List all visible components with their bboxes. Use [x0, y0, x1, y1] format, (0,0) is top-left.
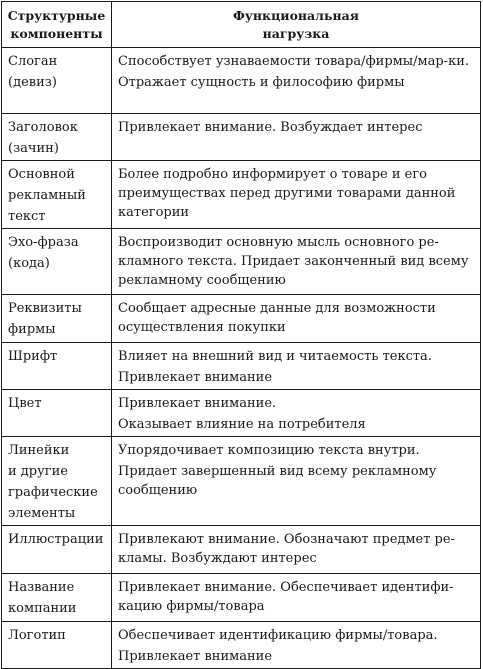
component-name: Эхо-фраза — [8, 235, 79, 250]
component-cell — [2, 343, 112, 390]
table-row — [2, 48, 481, 114]
table-row — [2, 390, 481, 437]
header-function-line: нагрузка — [262, 25, 330, 41]
component-name: Слоган — [8, 54, 58, 69]
component-name: компании — [8, 601, 77, 616]
function-text: Привлекает внимание. — [118, 396, 277, 411]
function-text: Придает завершенный вид всему рекламному сообщению — [118, 464, 437, 498]
function-text: Влияет на внешний вид и читаемость текста. — [118, 349, 432, 364]
component-cell — [2, 622, 112, 669]
header-components-line: компоненты — [10, 25, 103, 41]
component-name: (девиз) — [8, 75, 57, 90]
component-cell — [2, 526, 112, 574]
component-name: фирмы — [8, 322, 56, 337]
function-text: Привлекает внимание — [118, 649, 273, 664]
component-name: графические — [8, 485, 98, 500]
components-table — [1, 1, 481, 669]
function-text: Оказывает влияние на потребителя — [118, 417, 366, 432]
component-cell — [2, 161, 112, 229]
table-row — [2, 295, 481, 343]
component-cell — [2, 390, 112, 437]
component-cell — [2, 48, 112, 114]
function-cell — [112, 437, 481, 526]
header-function-line: Функциональная — [233, 7, 359, 23]
function-text: Привлекает внимание. Обеспечивает идентифи-кацию фирмы/товара — [118, 580, 454, 614]
component-name: Шрифт — [8, 349, 58, 364]
function-cell — [112, 622, 481, 669]
function-text: Привлекают внимание. Обозначают предмет ре-кламы. Возбуждают интерес — [118, 532, 455, 566]
component-cell — [2, 229, 112, 295]
table-row — [2, 161, 481, 229]
table-row — [2, 114, 481, 161]
component-name: рекламный — [8, 188, 86, 203]
table-row — [2, 574, 481, 622]
component-name: Иллюстрации — [8, 532, 104, 547]
header-components — [2, 2, 112, 48]
function-cell — [112, 526, 481, 574]
table-row — [2, 343, 481, 390]
component-name: и другие — [8, 464, 68, 479]
component-cell — [2, 295, 112, 343]
table-row — [2, 526, 481, 574]
table-header-row — [2, 2, 481, 48]
function-text: Отражает сущность и философию фирмы — [118, 75, 405, 90]
component-name: (кода) — [8, 256, 50, 271]
header-function — [112, 2, 481, 48]
component-name: элементы — [8, 506, 76, 521]
function-cell — [112, 48, 481, 114]
function-text: Сообщает адресные данные для возможности осуществления покупки — [118, 301, 436, 335]
component-name: Линейки — [8, 443, 70, 458]
component-cell — [2, 574, 112, 622]
component-name: текст — [8, 209, 46, 224]
table-row — [2, 229, 481, 295]
function-text: Обеспечивает идентификацию фирмы/товара. — [118, 628, 438, 643]
function-cell — [112, 114, 481, 161]
function-text: Воспроизводит основную мысль основного ре-кламного текста. Придает законченный вид всему рекламному сообщению — [118, 235, 469, 288]
table-row — [2, 437, 481, 526]
function-cell — [112, 574, 481, 622]
function-text: Привлекает внимание — [118, 370, 273, 385]
component-name: (зачин) — [8, 141, 59, 156]
function-cell — [112, 161, 481, 229]
component-name: Логотип — [8, 628, 66, 643]
function-cell — [112, 229, 481, 295]
function-cell — [112, 343, 481, 390]
component-name: Реквизиты — [8, 301, 82, 316]
component-cell — [2, 437, 112, 526]
function-text: Упорядочивает композицию текста внутри. — [118, 443, 420, 458]
function-text: Способствует узнаваемости товара/фирмы/мар-ки. — [118, 54, 469, 69]
function-text: Более подробно информирует о товаре и его преимуществах перед другими товарами данной категории — [118, 167, 456, 220]
component-name: Цвет — [8, 396, 42, 411]
function-text: Привлекает внимание. Возбуждает интерес — [118, 120, 423, 135]
function-cell — [112, 295, 481, 343]
component-name: Основной — [8, 167, 75, 182]
table-row — [2, 622, 481, 669]
component-name: Заголовок — [8, 120, 78, 135]
header-components-line: Структурные — [7, 7, 106, 23]
component-cell — [2, 114, 112, 161]
function-cell — [112, 390, 481, 437]
component-name: Название — [8, 580, 75, 595]
